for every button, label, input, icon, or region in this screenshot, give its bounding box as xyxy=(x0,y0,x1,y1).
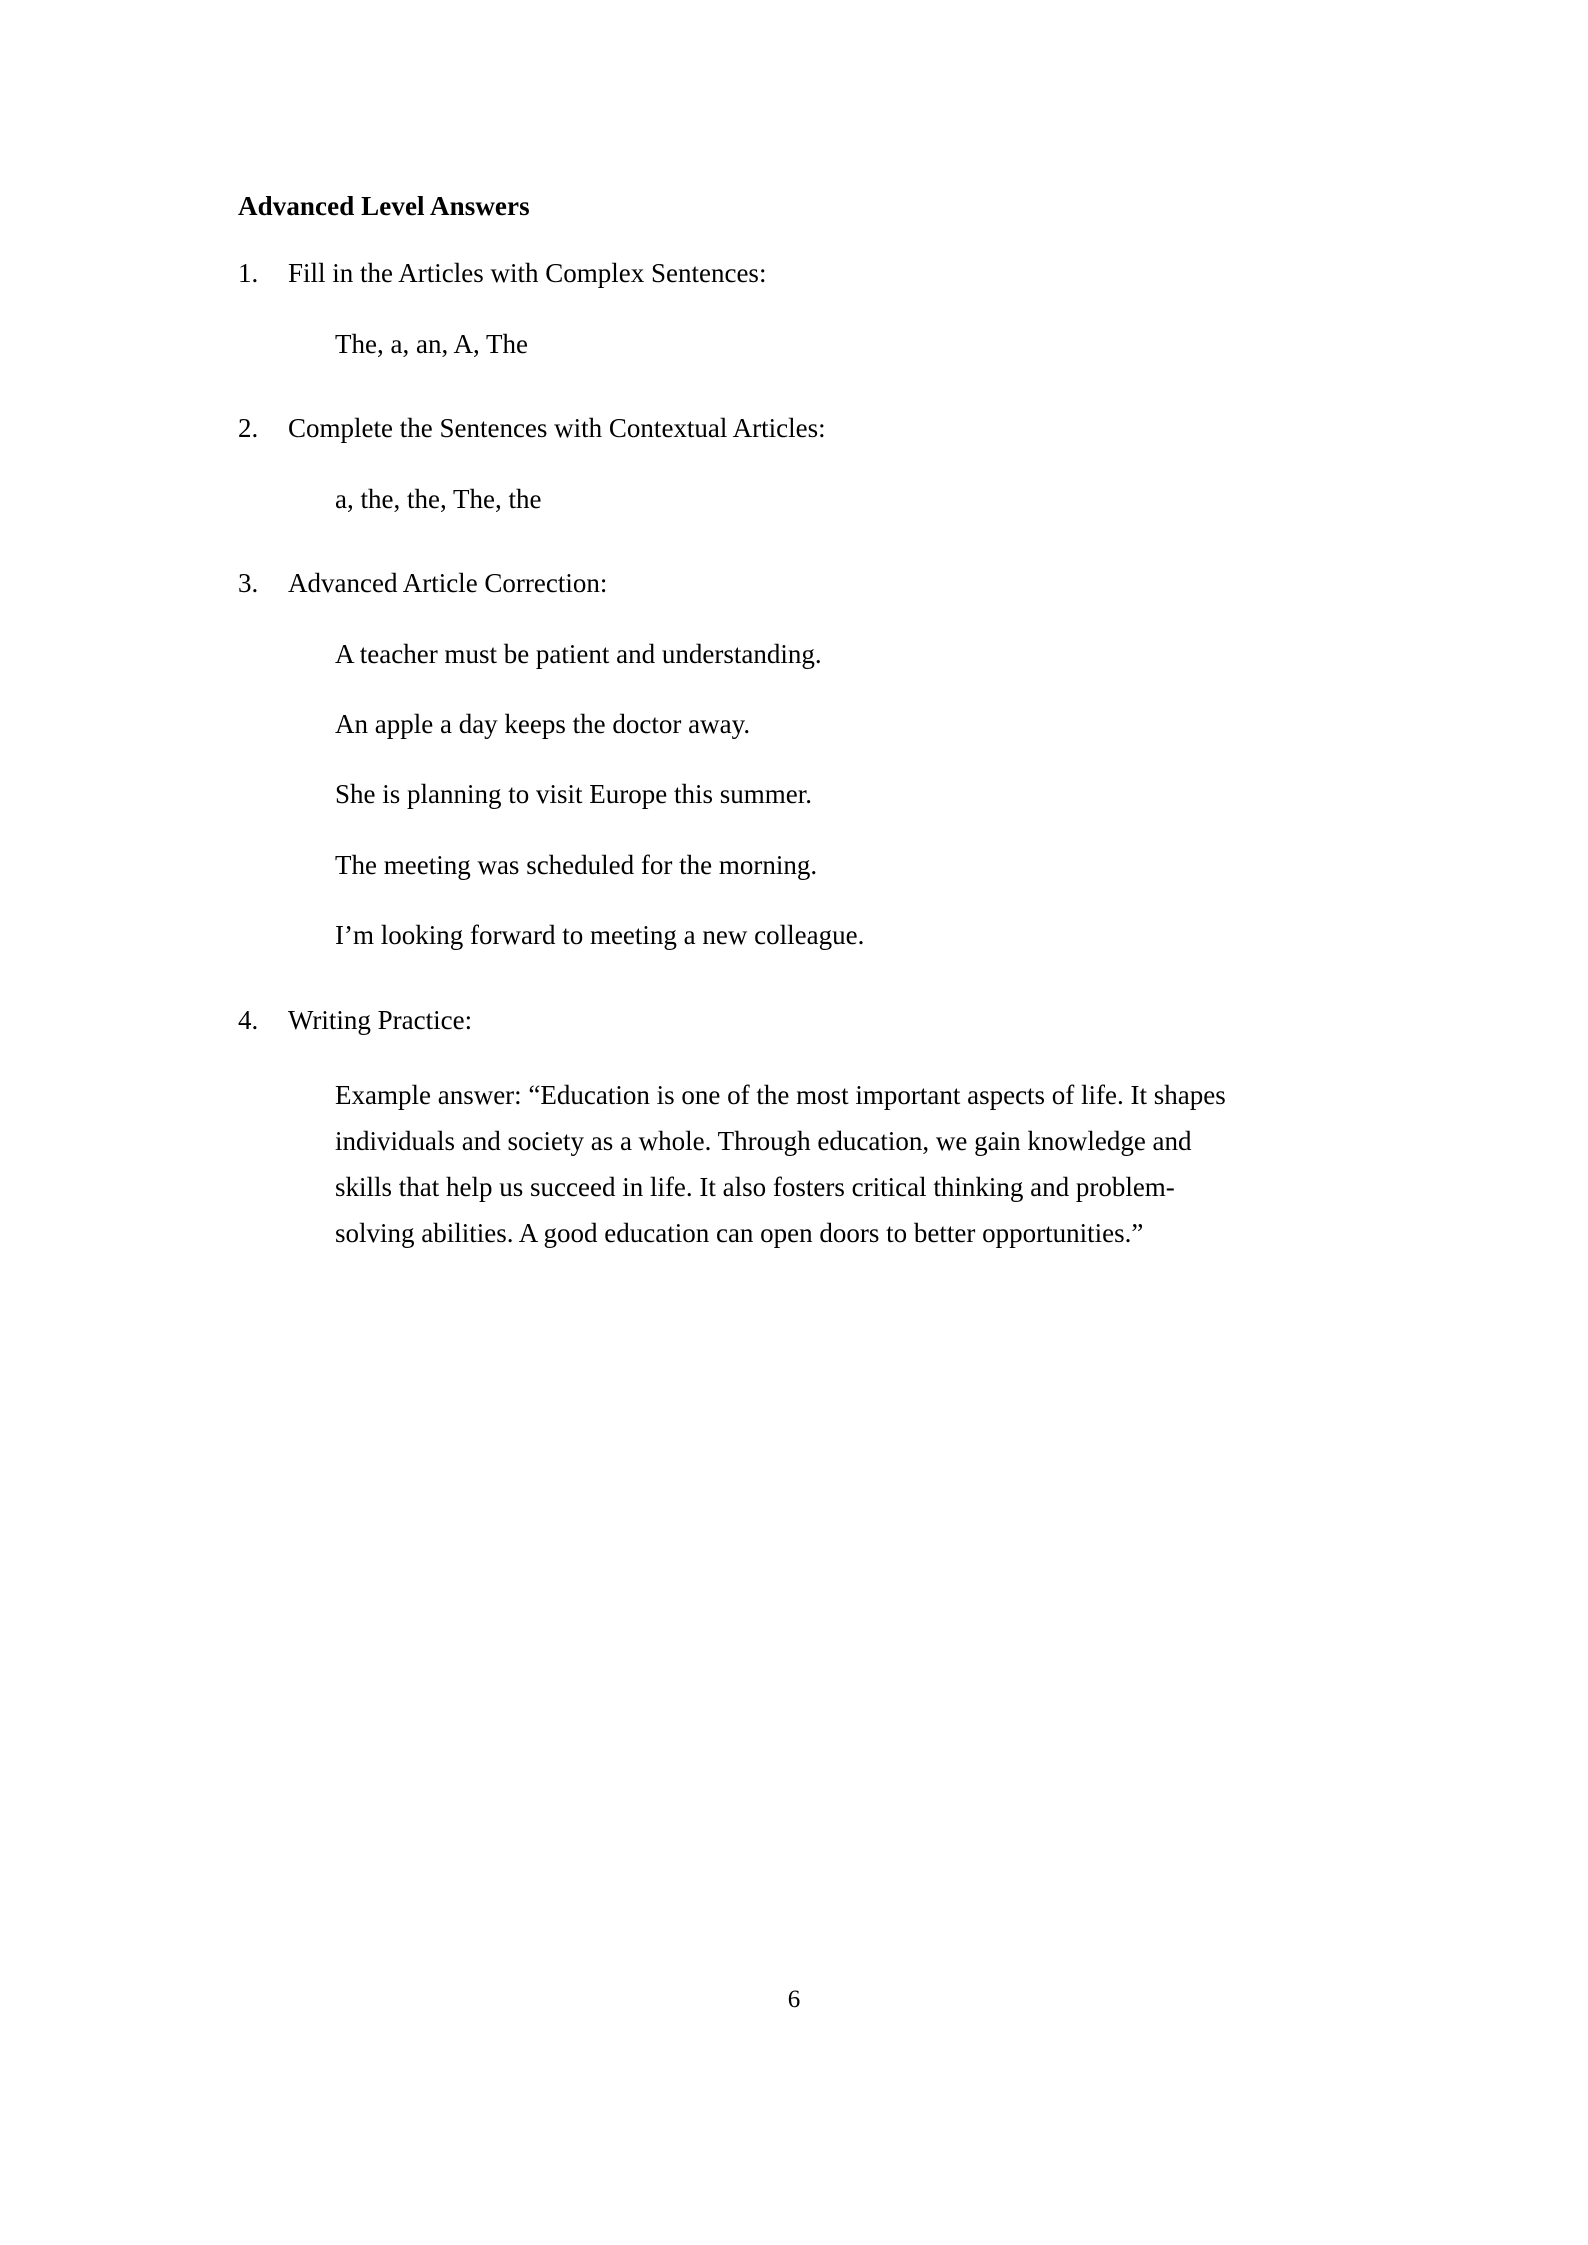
spacer xyxy=(238,897,1338,917)
answer-line: The, a, an, A, The xyxy=(335,328,528,359)
spacer xyxy=(238,531,1338,565)
answer-paragraph: Example answer: “Education is one of the most important aspects of life. It shapes individuals and society as a whole. Through education, we gain knowledge and skills that help us succeed in life. It also fosters critical thinking and problem-solving abilities. A good education can open doors to better opportunities.” xyxy=(335,1080,1226,1249)
spacer xyxy=(238,968,1338,1002)
list-item-answers xyxy=(238,481,1338,517)
list-item-marker: 2. xyxy=(238,413,259,444)
spacer xyxy=(238,376,1338,410)
list-item-answers xyxy=(238,326,1338,362)
list-item-heading xyxy=(238,565,1338,601)
list-item-heading xyxy=(238,1002,1338,1038)
spacer xyxy=(238,1052,1338,1072)
list-item xyxy=(238,255,1338,362)
list-item-marker: 1. xyxy=(238,258,259,289)
list-item-label: Fill in the Articles with Complex Sentences: xyxy=(288,258,767,289)
list-item-answers xyxy=(238,1072,1338,1256)
list-item-label: Writing Practice: xyxy=(288,1004,473,1035)
list-item xyxy=(238,410,1338,517)
spacer xyxy=(238,616,1338,636)
spacer xyxy=(238,827,1338,847)
answer-line: The meeting was scheduled for the morning. xyxy=(335,849,818,880)
list-item-marker: 3. xyxy=(238,568,259,599)
list-item-label: Complete the Sentences with Contextual Articles: xyxy=(288,413,826,444)
spacer xyxy=(238,686,1338,706)
list-item-heading xyxy=(238,410,1338,446)
list-item-answers xyxy=(238,636,1338,954)
page-content xyxy=(238,190,1338,1256)
spacer xyxy=(238,756,1338,776)
list-item-label: Advanced Article Correction: xyxy=(288,568,608,599)
answer-line: She is planning to visit Europe this summer. xyxy=(335,779,812,810)
page-title: Advanced Level Answers xyxy=(238,191,530,221)
list-item-marker: 4. xyxy=(238,1004,259,1035)
answers-list xyxy=(238,255,1338,1256)
answer-line: I’m looking forward to meeting a new colleague. xyxy=(335,920,865,951)
page-number: 6 xyxy=(787,1986,801,2013)
answer-line: An apple a day keeps the doctor away. xyxy=(335,709,751,740)
list-item xyxy=(238,565,1338,954)
answer-line: A teacher must be patient and understanding. xyxy=(335,638,822,669)
spacer xyxy=(238,461,1338,481)
answer-line: a, the, the, The, the xyxy=(335,483,542,514)
list-item xyxy=(238,1002,1338,1256)
spacer xyxy=(238,306,1338,326)
list-item-heading xyxy=(238,255,1338,291)
